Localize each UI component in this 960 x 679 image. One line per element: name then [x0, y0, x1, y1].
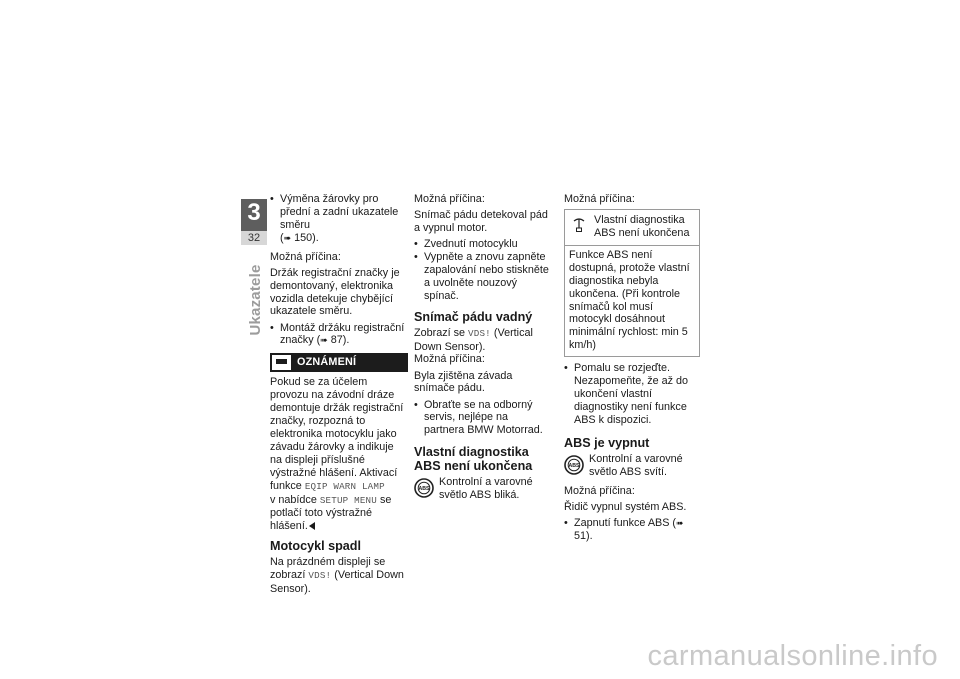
chapter-title: Ukazatele	[247, 264, 264, 336]
abs-icon-label: ABS	[568, 462, 580, 469]
arrow-right-icon: ➠	[283, 232, 292, 243]
cause-label: Možná příčina:	[270, 250, 341, 263]
end-marker-icon	[309, 522, 315, 530]
indicator-text: Kontrolní a varovné světlo ABS bliká.	[439, 476, 533, 502]
column-1	[270, 193, 408, 599]
table-row	[565, 210, 699, 246]
page-number: 32	[241, 231, 267, 245]
section-heading: Vlastní diagnostika ABS není ukončena	[414, 445, 533, 474]
notice-icon	[272, 355, 291, 370]
list-item: • Obraťte se na odborný servis, nejlépe na partnera BMW Motorrad.	[414, 399, 551, 438]
section-heading: Snímač pádu vadný	[414, 309, 533, 324]
info-table	[564, 209, 700, 357]
table-row: Funkce ABS není dostupná, protože vlastní diagnostika nebyla ukončena. (Při kontrole snímačů kol musí motocykl dosáhnout minimální rychlost: min 5 km/h)	[569, 248, 690, 352]
indicator-row	[564, 453, 700, 479]
section-heading: Motocykl spadl	[270, 539, 361, 554]
notice-text: Pokud se za účelem provozu na závodní dráze demontuje držák registrační značky, rozpozná to elektronika motocyklu jako závadu žárovky a indikuje na displeji příslušné výstražné hlášení. Aktivací funkce EQIP WARN LAMP v nabídce SETUP MENU se potlačí toto výstražné hlášení.	[270, 376, 404, 533]
notice-title: OZNÁMENÍ	[297, 356, 357, 369]
notice-banner	[270, 353, 408, 372]
list-item: • Vypněte a znovu zapněte zapalování nebo stiskněte a uvolněte nouzový spínač.	[414, 251, 551, 303]
arrow-right-icon: ➠	[320, 335, 328, 346]
watermark: carmanualsonline.info	[647, 640, 938, 672]
abs-warning-icon	[564, 455, 584, 475]
list-item: • Zvednutí motocyklu	[414, 238, 551, 251]
list-item: • Zapnutí funkce ABS (➠ 51).	[564, 517, 700, 543]
paragraph: Držák registrační značky je demontovaný, elektronika vozidla detekuje chybějící ukazatele směru.	[270, 266, 400, 318]
column-3	[564, 193, 700, 543]
abs-warning-icon	[414, 478, 434, 498]
paragraph: Řidič vypnul systém ABS.	[564, 500, 687, 513]
list-item: • Pomalu se rozjeďte. Nezapomeňte, že až do ukončení vlastní diagnostiky není funkce ABS k dispozici.	[564, 362, 700, 427]
section-heading: ABS je vypnut	[564, 435, 650, 450]
abs-icon-label: ABS	[418, 486, 430, 493]
indicator-text: Kontrolní a varovné světlo ABS svítí.	[589, 452, 683, 478]
list-item: • Výměna žárovky pro přední a zadní ukazatele směru (➠ 150).	[270, 193, 408, 245]
list-item: • Montáž držáku registrační značky (➠ 87).	[270, 322, 408, 348]
indicator-row	[414, 476, 551, 502]
chapter-number: 3	[241, 199, 267, 231]
paragraph: Byla zjištěna závada snímače pádu.	[414, 369, 513, 395]
paragraph: Zobrazí se VDS! (Vertical Down Sensor).	[414, 326, 533, 353]
cause-label: Možná příčina:	[564, 484, 635, 497]
column-2	[414, 193, 551, 508]
cause-label: Možná příčina:	[414, 353, 485, 366]
cause-label: Možná příčina:	[564, 193, 635, 205]
table-cell: Vlastní diagnostika ABS není ukončena	[594, 214, 690, 239]
cause-label: Možná příčina:	[414, 193, 485, 205]
gauge-icon	[569, 215, 589, 235]
paragraph: Snímač pádu detekoval pád a vypnul motor.	[414, 209, 548, 234]
arrow-right-icon: ➠	[676, 517, 684, 528]
paragraph: Na prázdném displeji se zobrazí VDS! (Vertical Down Sensor).	[270, 556, 404, 596]
